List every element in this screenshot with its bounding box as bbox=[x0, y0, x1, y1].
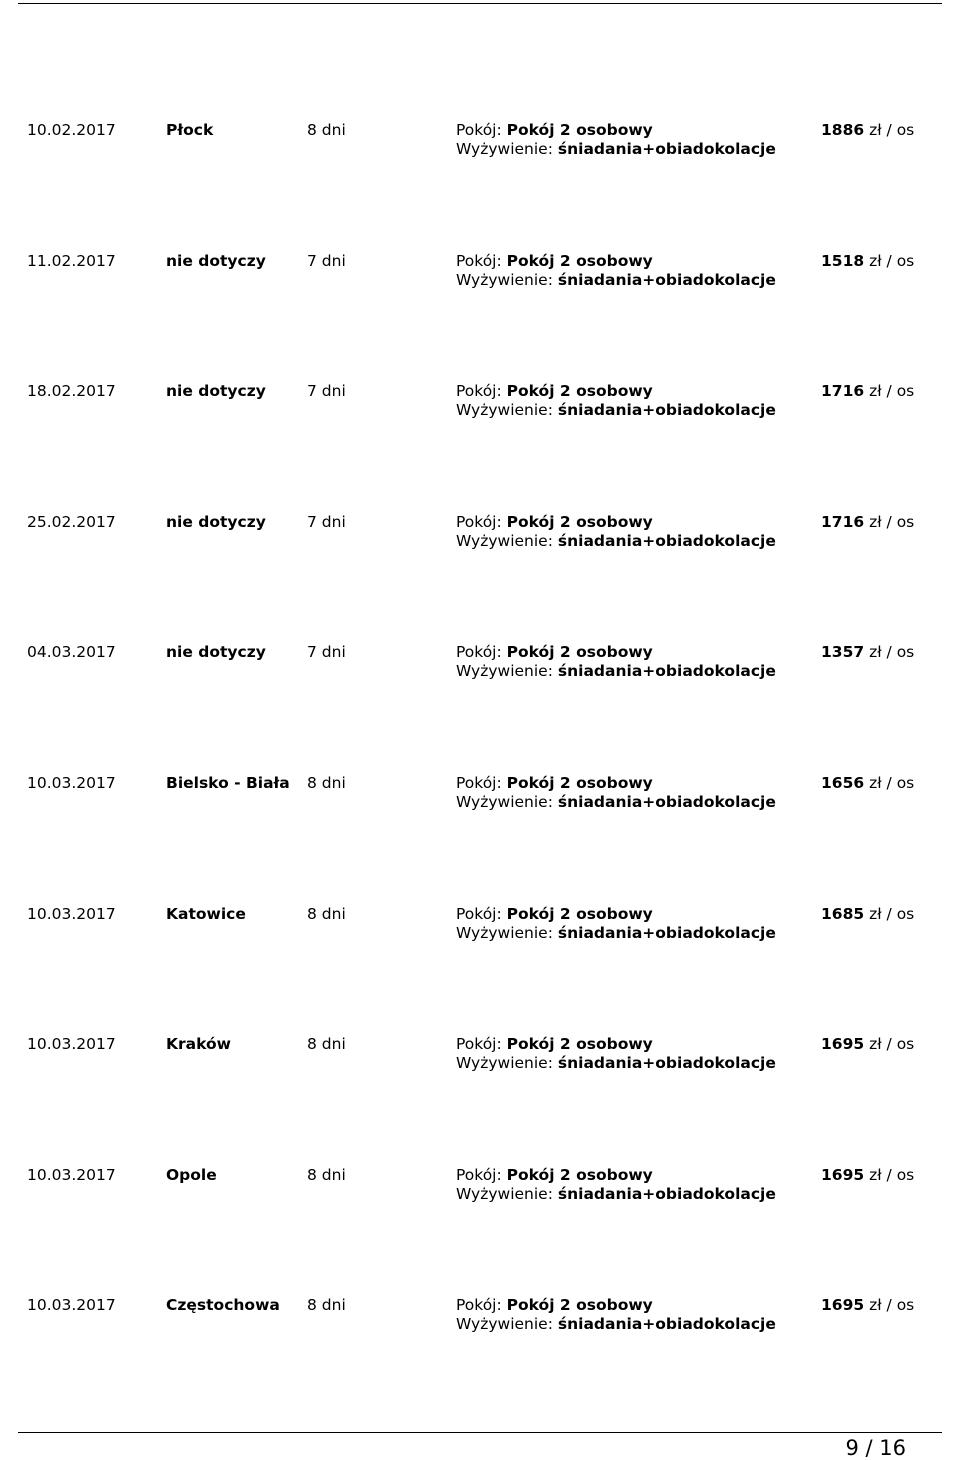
price-value: 1695 bbox=[821, 1296, 865, 1315]
offer-place: Płock bbox=[166, 121, 214, 139]
offer-duration: 7 dni bbox=[307, 251, 346, 270]
meal-label: Wyżywienie: bbox=[456, 401, 553, 420]
room-label: Pokój: bbox=[456, 1165, 502, 1184]
offer-place: nie dotyczy bbox=[166, 512, 266, 531]
room-value: Pokój 2 osobowy bbox=[506, 121, 653, 139]
offer-row bbox=[0, 643, 960, 774]
offer-row bbox=[0, 1296, 960, 1427]
offer-room bbox=[456, 1166, 653, 1185]
offer-row bbox=[0, 121, 960, 252]
price-unit: zł / os bbox=[869, 643, 915, 662]
offer-price bbox=[821, 382, 914, 401]
offer-price bbox=[821, 905, 914, 924]
offer-place: Kraków bbox=[166, 1035, 231, 1054]
offer-room bbox=[456, 774, 653, 793]
offer-row bbox=[0, 1035, 960, 1166]
meal-label: Wyżywienie: bbox=[456, 531, 553, 550]
offer-room bbox=[456, 513, 653, 532]
room-label: Pokój: bbox=[456, 382, 502, 401]
offer-room bbox=[456, 382, 653, 401]
meal-value: śniadania+obiadokolacje bbox=[557, 923, 776, 942]
price-unit: zł / os bbox=[869, 1035, 915, 1054]
offer-price bbox=[821, 774, 914, 793]
price-unit: zł / os bbox=[869, 512, 915, 531]
offer-meal bbox=[456, 1185, 776, 1204]
room-value: Pokój 2 osobowy bbox=[506, 512, 653, 531]
room-value: Pokój 2 osobowy bbox=[506, 773, 653, 792]
offer-meal bbox=[456, 1315, 776, 1334]
meal-label: Wyżywienie: bbox=[456, 1315, 553, 1334]
room-value: Pokój 2 osobowy bbox=[506, 904, 653, 923]
room-label: Pokój: bbox=[456, 773, 502, 792]
meal-value: śniadania+obiadokolacje bbox=[557, 1184, 776, 1203]
offer-date: 11.02.2017 bbox=[27, 251, 116, 270]
offer-meal bbox=[456, 662, 776, 681]
meal-label: Wyżywienie: bbox=[456, 1184, 553, 1203]
offer-duration: 8 dni bbox=[307, 1035, 346, 1054]
offer-meal bbox=[456, 271, 776, 290]
offer-duration: 8 dni bbox=[307, 121, 346, 139]
offer-meal bbox=[456, 532, 776, 551]
offer-list bbox=[0, 121, 960, 1427]
offer-row bbox=[0, 1166, 960, 1297]
room-value: Pokój 2 osobowy bbox=[506, 1035, 653, 1054]
meal-label: Wyżywienie: bbox=[456, 923, 553, 942]
meal-value: śniadania+obiadokolacje bbox=[557, 531, 776, 550]
offer-meal bbox=[456, 401, 776, 420]
offer-meal bbox=[456, 140, 776, 159]
offer-duration: 7 dni bbox=[307, 512, 346, 531]
offer-duration: 7 dni bbox=[307, 643, 346, 662]
offer-price bbox=[821, 1166, 914, 1185]
price-unit: zł / os bbox=[869, 904, 915, 923]
offer-room bbox=[456, 252, 653, 271]
offer-price bbox=[821, 252, 914, 271]
meal-value: śniadania+obiadokolacje bbox=[557, 140, 776, 158]
offer-room bbox=[456, 643, 653, 662]
price-unit: zł / os bbox=[869, 1165, 915, 1184]
room-label: Pokój: bbox=[456, 643, 502, 662]
price-unit: zł / os bbox=[869, 251, 915, 270]
room-value: Pokój 2 osobowy bbox=[506, 1296, 653, 1315]
meal-value: śniadania+obiadokolacje bbox=[557, 662, 776, 681]
meal-label: Wyżywienie: bbox=[456, 792, 553, 811]
offer-duration: 7 dni bbox=[307, 382, 346, 401]
offer-date: 04.03.2017 bbox=[27, 643, 116, 662]
room-label: Pokój: bbox=[456, 121, 502, 139]
offer-duration: 8 dni bbox=[307, 1296, 346, 1315]
price-value: 1656 bbox=[821, 773, 865, 792]
price-value: 1695 bbox=[821, 1165, 865, 1184]
offer-duration: 8 dni bbox=[307, 1165, 346, 1184]
page-number: 9 / 16 bbox=[845, 1436, 906, 1460]
offer-place: nie dotyczy bbox=[166, 643, 266, 662]
offer-price bbox=[821, 1296, 914, 1315]
offer-room bbox=[456, 905, 653, 924]
offer-date: 10.03.2017 bbox=[27, 1165, 116, 1184]
offer-room bbox=[456, 1035, 653, 1054]
offer-place: Katowice bbox=[166, 904, 246, 923]
price-unit: zł / os bbox=[869, 382, 915, 401]
price-value: 1518 bbox=[821, 251, 865, 270]
offer-price bbox=[821, 121, 914, 140]
meal-label: Wyżywienie: bbox=[456, 662, 553, 681]
offer-place: Bielsko - Biała bbox=[166, 773, 290, 792]
offer-meal bbox=[456, 1054, 776, 1073]
offer-room bbox=[456, 1296, 653, 1315]
price-value: 1685 bbox=[821, 904, 865, 923]
meal-label: Wyżywienie: bbox=[456, 140, 553, 158]
offer-date: 10.03.2017 bbox=[27, 773, 116, 792]
room-label: Pokój: bbox=[456, 904, 502, 923]
room-value: Pokój 2 osobowy bbox=[506, 643, 653, 662]
offer-duration: 8 dni bbox=[307, 773, 346, 792]
offer-place: Opole bbox=[166, 1165, 217, 1184]
offer-price bbox=[821, 513, 914, 532]
room-value: Pokój 2 osobowy bbox=[506, 382, 653, 401]
room-label: Pokój: bbox=[456, 1035, 502, 1054]
top-divider bbox=[18, 3, 942, 4]
meal-value: śniadania+obiadokolacje bbox=[557, 1315, 776, 1334]
price-value: 1886 bbox=[821, 121, 865, 139]
room-value: Pokój 2 osobowy bbox=[506, 251, 653, 270]
room-label: Pokój: bbox=[456, 1296, 502, 1315]
offer-place: nie dotyczy bbox=[166, 251, 266, 270]
room-value: Pokój 2 osobowy bbox=[506, 1165, 653, 1184]
offer-meal bbox=[456, 924, 776, 943]
meal-value: śniadania+obiadokolacje bbox=[557, 270, 776, 289]
offer-row bbox=[0, 382, 960, 513]
price-value: 1357 bbox=[821, 643, 865, 662]
offer-date: 10.03.2017 bbox=[27, 904, 116, 923]
meal-value: śniadania+obiadokolacje bbox=[557, 1054, 776, 1073]
offer-date: 10.03.2017 bbox=[27, 1296, 116, 1315]
offer-date: 10.02.2017 bbox=[27, 121, 116, 139]
offer-place: Częstochowa bbox=[166, 1296, 280, 1315]
offer-price bbox=[821, 643, 914, 662]
offer-room bbox=[456, 121, 653, 140]
offer-row bbox=[0, 252, 960, 383]
price-value: 1695 bbox=[821, 1035, 865, 1054]
meal-value: śniadania+obiadokolacje bbox=[557, 401, 776, 420]
offer-date: 10.03.2017 bbox=[27, 1035, 116, 1054]
offer-row bbox=[0, 513, 960, 644]
footer-divider bbox=[18, 1432, 942, 1433]
offer-row bbox=[0, 905, 960, 1036]
price-value: 1716 bbox=[821, 512, 865, 531]
price-unit: zł / os bbox=[869, 773, 915, 792]
room-label: Pokój: bbox=[456, 512, 502, 531]
offer-duration: 8 dni bbox=[307, 904, 346, 923]
price-unit: zł / os bbox=[869, 1296, 915, 1315]
offer-date: 25.02.2017 bbox=[27, 512, 116, 531]
offer-place: nie dotyczy bbox=[166, 382, 266, 401]
offer-date: 18.02.2017 bbox=[27, 382, 116, 401]
meal-label: Wyżywienie: bbox=[456, 270, 553, 289]
price-value: 1716 bbox=[821, 382, 865, 401]
offer-row bbox=[0, 774, 960, 905]
price-unit: zł / os bbox=[869, 121, 915, 139]
meal-value: śniadania+obiadokolacje bbox=[557, 792, 776, 811]
room-label: Pokój: bbox=[456, 251, 502, 270]
offer-meal bbox=[456, 793, 776, 812]
offer-price bbox=[821, 1035, 914, 1054]
meal-label: Wyżywienie: bbox=[456, 1054, 553, 1073]
